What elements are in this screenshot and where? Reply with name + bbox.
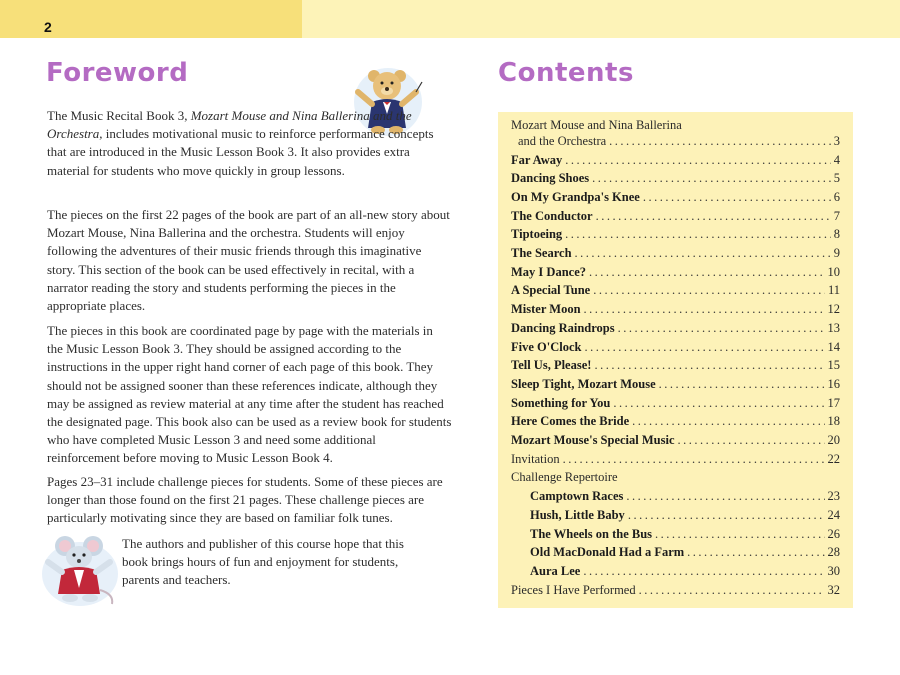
toc-challenge-heading: Challenge Repertoire	[511, 470, 618, 485]
toc-entry-first	[518, 134, 840, 149]
toc-entry-title: The Wheels on the Bus	[530, 526, 653, 541]
toc-entry	[511, 358, 840, 373]
foreword-paragraph-1	[47, 107, 442, 180]
toc-entry-page: 24	[827, 507, 840, 522]
toc-entry-page: 10	[827, 264, 840, 279]
toc-entry	[511, 227, 840, 242]
toc-entry-title: Hush, Little Baby	[530, 507, 625, 522]
toc-entry-page: 15	[827, 358, 840, 373]
toc-entry-page: 17	[827, 395, 840, 410]
toc-leader-dots	[565, 153, 830, 168]
toc-leader-dots	[583, 564, 824, 579]
toc-entry-page: 28	[827, 545, 840, 560]
toc-entry	[511, 246, 840, 261]
toc-entry-page: 12	[827, 302, 840, 317]
toc-leader-dots	[565, 227, 831, 242]
page-number: 2	[44, 19, 52, 35]
mozart-mouse-illustration	[38, 532, 122, 608]
toc-leader-dots	[618, 321, 825, 336]
toc-entry	[511, 171, 840, 186]
toc-entry	[511, 302, 840, 317]
toc-entry-title: Dancing Shoes	[511, 171, 590, 186]
toc-entry	[511, 414, 840, 429]
toc-entry-title: Mister Moon	[511, 302, 581, 317]
toc-entry	[511, 396, 840, 411]
toc-challenge-entry	[530, 545, 840, 560]
foreword-paragraph-1-intro: The Music Recital Book 3,	[47, 108, 191, 123]
toc-entry-title: and the Orchestra	[518, 134, 607, 148]
toc-leader-dots	[584, 340, 824, 355]
toc-entry-title: Camptown Races	[530, 489, 624, 504]
toc-entry	[511, 321, 840, 336]
toc-leader-dots	[584, 302, 825, 317]
toc-entry-invitation	[511, 452, 840, 467]
toc-entry-title: The Search	[511, 246, 572, 260]
toc-entry-title: Here Comes the Bride	[511, 414, 630, 429]
toc-leader-dots	[609, 134, 831, 149]
toc-entry-title: Old MacDonald Had a Farm	[530, 545, 685, 560]
toc-entry-page: 9	[833, 246, 840, 260]
toc-entry-page: 6	[833, 189, 840, 204]
toc-challenge-entry	[530, 564, 840, 579]
toc-leader-dots	[687, 545, 824, 560]
toc-entry-title: Invitation	[511, 451, 560, 466]
toc-leader-dots	[593, 283, 825, 298]
toc-entry-title: Tiptoeing	[511, 227, 563, 242]
toc-challenge-entry	[530, 508, 840, 523]
toc-leader-dots	[575, 246, 831, 261]
foreword-paragraph-2: The pieces on the first 22 pages of the book are part of an all-new story about Mozart Mouse, Nina Ballerina and the orchestra. Students will enjoy following the adventures of their music friends through this imaginative story. This section of the book can be used effectively in recital, with a narrator reading the story and students performing the pieces in the appropriate places.	[47, 207, 450, 314]
toc-entry-first-line1: Mozart Mouse and Nina Ballerina	[511, 118, 682, 132]
toc-entry-page: 5	[833, 171, 840, 186]
toc-leader-dots	[639, 583, 825, 598]
toc-leader-dots	[628, 508, 825, 523]
toc-entry-page: 8	[833, 227, 840, 242]
toc-entry-title: On My Grandpa's Knee	[511, 189, 640, 204]
toc-entry-page: 13	[827, 320, 840, 335]
toc-challenge-entry	[530, 489, 840, 504]
toc-entry	[511, 209, 840, 224]
toc-entry	[511, 153, 840, 168]
toc-challenge-entry	[530, 527, 840, 542]
toc-leader-dots	[594, 358, 824, 373]
foreword-title: Foreword	[46, 58, 189, 88]
toc-entry	[511, 265, 840, 280]
toc-entry-page: 7	[833, 208, 840, 223]
toc-entry-title: A Special Tune	[511, 283, 591, 298]
toc-entry-page: 30	[827, 563, 840, 578]
foreword-paragraph-3: The pieces in this book are coordinated page by page with the materials in the Music Lesson Book 3. They should be assigned according to the instructions in the upper right hand corner of each page of this book. They should not be assigned sooner than these references indicate, although they may be assigned as review material at any time after the student has reached the designated page. This book also can be used as a review book for students who have completed Music Lesson 3 and need some additional reinforcement before moving to Music Lesson Book 4.	[47, 323, 452, 466]
contents-panel	[498, 112, 853, 608]
contents-title: Contents	[498, 58, 634, 88]
toc-entry-title: Mozart Mouse's Special Music	[511, 433, 675, 447]
toc-entry-page: 18	[827, 414, 840, 429]
toc-entry-page: 11	[827, 283, 840, 298]
toc-entry-page: 14	[827, 339, 840, 354]
toc-leader-dots	[596, 209, 831, 224]
toc-entry-title: Sleep Tight, Mozart Mouse	[511, 376, 656, 391]
toc-entry	[511, 283, 840, 298]
toc-entry-title: May I Dance?	[511, 264, 586, 279]
foreword-paragraph-4: Pages 23–31 include challenge pieces for students. Some of these pieces are longer than those found on the first 21 pages. These challenge pieces are particularly motivating since they are based on familiar folk tunes.	[47, 474, 443, 526]
toc-leader-dots	[643, 190, 831, 205]
toc-leader-dots	[659, 377, 825, 392]
toc-entry-page: 3	[833, 134, 840, 148]
toc-entry-page: 16	[827, 376, 840, 391]
toc-entry	[511, 340, 840, 355]
toc-entry	[511, 190, 840, 205]
toc-entry-title: Five O'Clock	[511, 339, 582, 354]
toc-leader-dots	[589, 265, 825, 280]
toc-leader-dots	[613, 396, 824, 411]
toc-entry-title: Aura Lee	[530, 563, 581, 578]
toc-leader-dots	[563, 452, 825, 467]
toc-leader-dots	[655, 527, 824, 542]
toc-leader-dots	[592, 171, 831, 186]
foreword-paragraph-5: The authors and publisher of this course hope that this book brings hours of fun and enjoyment for students, parents and teachers.	[122, 536, 404, 588]
toc-entry-performed	[511, 583, 840, 598]
toc-entry	[511, 377, 840, 392]
toc-entry-page: 26	[827, 526, 840, 541]
toc-leader-dots	[678, 433, 825, 448]
toc-entry-page: 4	[833, 152, 840, 167]
toc-entry	[511, 433, 840, 448]
toc-leader-dots	[632, 414, 824, 429]
toc-entry-title: Dancing Raindrops	[511, 320, 615, 335]
toc-entry-title: Far Away	[511, 152, 563, 167]
toc-entry-page: 22	[827, 451, 840, 466]
toc-entry-title: Pieces I Have Performed	[511, 582, 636, 597]
toc-entry-title: Tell Us, Please!	[511, 358, 592, 373]
book-title-italic: Mozart Mouse and Nina Ballerina and the Orchestra,	[47, 108, 412, 142]
toc-entry-title: Something for You	[511, 395, 611, 410]
toc-entry-page: 32	[827, 582, 840, 597]
toc-leader-dots	[626, 489, 824, 504]
toc-entry-title: The Conductor	[511, 208, 593, 223]
toc-entry-page: 23	[827, 489, 840, 504]
foreword-paragraph-1-rest: includes motivational music to reinforce performance concepts that are introduced in the Music Lesson Book 3. It also provides extra material for students who move quickly in group lessons.	[47, 126, 434, 178]
toc-entry-page: 20	[827, 433, 840, 447]
